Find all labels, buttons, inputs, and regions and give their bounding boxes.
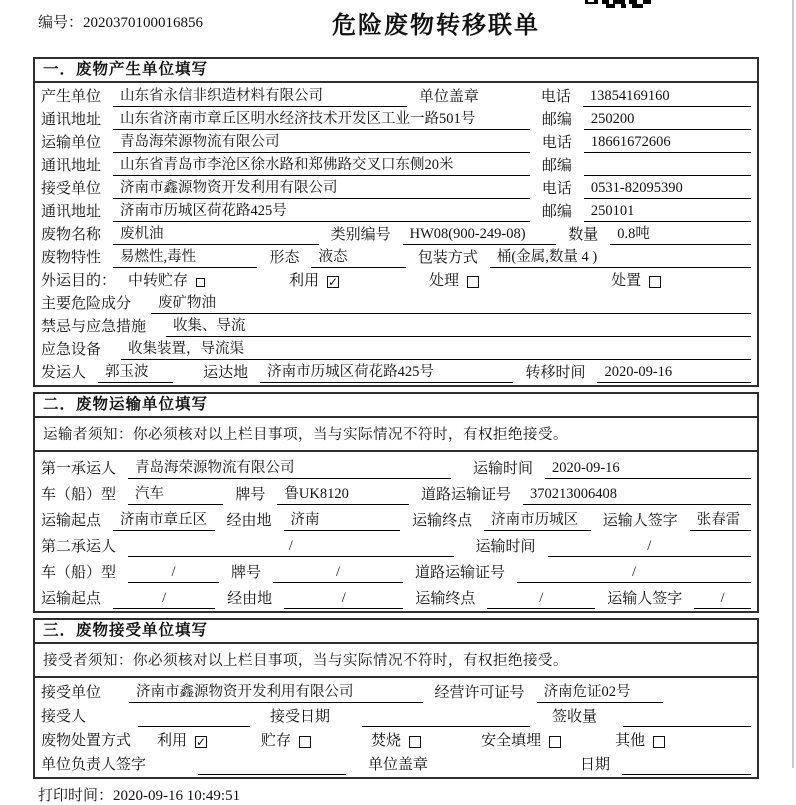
field-label: 运达地 — [203, 365, 249, 381]
print-time-value: 2020-09-16 10:49:51 — [113, 788, 241, 804]
checkbox-option — [289, 271, 339, 291]
section-transporter — [33, 392, 759, 613]
field-value: 370213006408 — [523, 485, 751, 505]
field-value: 桶(金属,数量 4 ) — [490, 248, 751, 268]
form-row — [35, 222, 757, 245]
field-value: 济南市历城区 — [484, 511, 591, 531]
checkbox-label: 处置 — [611, 273, 642, 289]
checkbox-option — [128, 271, 205, 291]
field-value — [198, 755, 346, 775]
field-label: 运输终点 — [412, 513, 473, 529]
form-row — [35, 679, 757, 703]
field-value: / — [128, 563, 219, 583]
field-value: 0531-82095390 — [584, 179, 751, 199]
field-value: 废机油 — [113, 225, 319, 245]
field-value: 济南市鑫源物资开发利用有限公司 — [113, 179, 530, 199]
form-row — [35, 245, 757, 268]
field-label: 邮编 — [541, 112, 572, 128]
field-label: 道路运输证号 — [415, 565, 506, 581]
field-value: 山东省济南市章丘区明水经济技术开发区工业一路501号 — [113, 110, 530, 130]
form-row — [35, 531, 757, 557]
form-row — [35, 153, 757, 176]
checkbox-option — [481, 731, 561, 751]
field-value: 废矿物油 — [151, 294, 751, 314]
checkbox: ✓ — [328, 275, 339, 289]
form-row — [35, 84, 757, 107]
field-label: 发运人 — [41, 365, 87, 381]
field-value: 济南市历城区荷花路425号 — [113, 202, 530, 222]
field-value: / — [128, 537, 454, 557]
spacer — [675, 702, 751, 703]
field-value: / — [487, 589, 595, 609]
field-value: 济南市章丘区 — [113, 511, 215, 531]
field-value: 0.8吨 — [610, 225, 751, 245]
field-value: / — [113, 589, 215, 609]
qr-code-fragment — [585, 0, 651, 10]
form-row — [35, 107, 757, 130]
form-row — [35, 557, 757, 583]
checkbox-option — [611, 271, 661, 291]
form-row — [35, 268, 757, 291]
field-value: 收集、导流 — [166, 317, 751, 337]
field-value: 济南市历城区荷花路425号 — [260, 363, 513, 383]
field-label: 运输人签字 — [602, 513, 678, 529]
field-value: 2020-09-16 — [597, 363, 751, 383]
checkbox-label: 焚烧 — [371, 733, 402, 749]
field-label: 运输时间 — [473, 461, 534, 477]
field-value: 济南危证02号 — [537, 683, 663, 703]
field-label: 通讯地址 — [41, 158, 102, 174]
field-value: 250101 — [584, 202, 751, 222]
field-value: 青岛海荣源物流有限公司 — [128, 459, 451, 479]
form-row — [35, 453, 757, 479]
field-label: 经由地 — [226, 513, 272, 529]
field-label: 产生单位 — [41, 89, 102, 105]
field-label: 车（船）型 — [41, 487, 117, 503]
checkbox — [467, 276, 479, 288]
field-value: 济南市鑫源物资开发利用有限公司 — [129, 683, 423, 703]
field-label: 单位盖章 — [368, 757, 429, 773]
section-producer — [33, 57, 759, 387]
field-label: 牌号 — [235, 487, 266, 503]
section-header: 三．废物接受单位填写 — [35, 620, 757, 644]
field-label: 道路运输证号 — [420, 487, 511, 503]
section-receiver — [33, 618, 759, 779]
field-label: 运输时间 — [475, 539, 536, 555]
field-value: 张春雷 — [690, 511, 751, 531]
checkbox-label: 利用 — [289, 273, 320, 289]
field-label: 运输终点 — [415, 591, 476, 607]
field-label: 运输单位 — [41, 135, 102, 151]
section-header: 二．废物运输单位填写 — [35, 394, 757, 418]
field-label: 电话 — [540, 89, 571, 105]
checkbox-option — [157, 731, 207, 751]
field-value — [623, 707, 751, 727]
field-value: / — [517, 563, 751, 583]
page-edge — [792, 0, 794, 768]
field-value: 鲁UK8120 — [277, 485, 409, 505]
form-row — [35, 199, 757, 222]
field-label: 接受日期 — [270, 709, 331, 725]
field-value: 山东省青岛市李沧区徐水路和郑佛路交叉口东侧20米 — [113, 156, 530, 176]
field-label: 签收量 — [552, 709, 598, 725]
field-label: 废物处置方式 — [41, 733, 132, 749]
checkbox-label: 贮存 — [261, 733, 292, 749]
checkbox-option — [371, 731, 421, 751]
form-row — [35, 703, 757, 727]
field-label: 邮编 — [541, 204, 572, 220]
field-value: 250200 — [584, 110, 751, 130]
form-row — [35, 314, 757, 337]
checkbox-option — [615, 731, 665, 751]
field-label: 外运目的： — [41, 273, 117, 289]
field-label: 接受单位 — [41, 181, 102, 197]
field-label: 通讯地址 — [41, 112, 102, 128]
form-row — [35, 360, 757, 383]
section-rows — [35, 452, 757, 611]
field-label: 主要危险成分 — [41, 296, 132, 312]
doc-number-label: 编号： — [38, 15, 84, 31]
form-row — [35, 337, 757, 360]
form-row — [35, 583, 757, 609]
checkbox-option — [261, 731, 311, 751]
field-value: 青岛海荣源物流有限公司 — [113, 133, 530, 153]
field-value: 济南 — [284, 511, 401, 531]
field-value: 易燃性,毒性 — [113, 248, 257, 268]
field-value: / — [548, 537, 751, 557]
field-label: 运输人签字 — [607, 591, 683, 607]
field-label: 牌号 — [231, 565, 262, 581]
form-row — [35, 751, 757, 775]
checkbox — [409, 736, 421, 748]
field-value — [622, 755, 751, 775]
field-label: 运输起点 — [41, 591, 102, 607]
checkbox — [549, 736, 561, 748]
checkbox: ✓ — [196, 735, 207, 749]
field-label: 形态 — [269, 250, 300, 266]
checkbox — [653, 736, 665, 748]
form-row — [35, 727, 757, 751]
field-value: 13854169160 — [583, 87, 751, 107]
section-note: 运输者须知：你必须核对以上栏目事项，当与实际情况不符时，有权拒绝接受。 — [35, 418, 757, 452]
form-row — [35, 291, 757, 314]
field-label: 接受单位 — [41, 685, 102, 701]
section-note: 接受者须知：你必须核对以上栏目事项，当与实际情况不符时，有权拒绝接受。 — [35, 644, 757, 678]
field-label: 经营许可证号 — [434, 685, 525, 701]
field-value: 山东省永信非织造材料有限公司 — [113, 87, 407, 107]
form-sections — [33, 57, 759, 779]
field-label: 运输起点 — [41, 513, 102, 529]
field-value: 18661672606 — [584, 133, 751, 153]
field-label: 废物特性 — [41, 250, 102, 266]
section-rows — [35, 83, 757, 385]
field-value: 2020-09-16 — [545, 459, 751, 479]
field-label: 电话 — [541, 181, 572, 197]
field-label: 第二承运人 — [41, 539, 117, 555]
field-label: 禁忌与应急措施 — [41, 319, 147, 335]
field-label: 车（船）型 — [41, 565, 117, 581]
checkbox — [299, 736, 311, 748]
field-label: 单位盖章 — [418, 89, 479, 105]
field-value: HW08(900-249-08) — [403, 225, 557, 245]
doc-number — [38, 11, 203, 32]
field-label: 第一承运人 — [41, 461, 117, 477]
form-row — [35, 505, 757, 531]
field-value — [138, 707, 250, 727]
form-row — [35, 176, 757, 199]
print-time-label: 打印时间： — [38, 788, 114, 804]
checkbox-label: 中转贮存 — [128, 273, 189, 289]
field-value: 液态 — [311, 248, 405, 268]
page-title: 危险废物转移联单 — [332, 13, 540, 39]
field-label: 经由地 — [227, 591, 273, 607]
checkbox-label: 安全填埋 — [481, 733, 542, 749]
print-time — [33, 784, 759, 805]
checkbox — [649, 276, 661, 288]
field-value: / — [284, 589, 403, 609]
section-header: 一．废物产生单位填写 — [35, 59, 757, 83]
checkbox-label: 利用 — [157, 733, 188, 749]
form-row — [35, 130, 757, 153]
field-value — [584, 156, 751, 176]
field-value: / — [273, 563, 403, 583]
checkbox-label: 处理 — [429, 273, 460, 289]
checkbox — [196, 278, 205, 287]
field-label: 数量 — [568, 227, 599, 243]
doc-number-value: 2020370100016856 — [83, 15, 204, 31]
field-label: 包装方式 — [417, 250, 478, 266]
field-label: 废物名称 — [41, 227, 102, 243]
field-label: 日期 — [580, 757, 611, 773]
form-row — [35, 479, 757, 505]
field-value: 汽车 — [128, 485, 223, 505]
section-rows — [35, 678, 757, 777]
field-value: / — [694, 589, 751, 609]
field-label: 应急设备 — [41, 342, 102, 358]
field-label: 邮编 — [541, 158, 572, 174]
field-label: 转移时间 — [525, 365, 586, 381]
field-label: 通讯地址 — [41, 204, 102, 220]
field-value — [362, 707, 530, 727]
field-label: 电话 — [541, 135, 572, 151]
field-value: 郭玉波 — [98, 363, 173, 383]
manifest-form — [33, 57, 759, 805]
checkbox-option — [429, 271, 479, 291]
field-value: 收集装置，导流渠 — [121, 340, 751, 360]
field-label: 单位负责人签字 — [41, 757, 147, 773]
field-label: 类别编号 — [330, 227, 391, 243]
checkbox-label: 其他 — [615, 733, 646, 749]
field-label: 接受人 — [41, 709, 87, 725]
